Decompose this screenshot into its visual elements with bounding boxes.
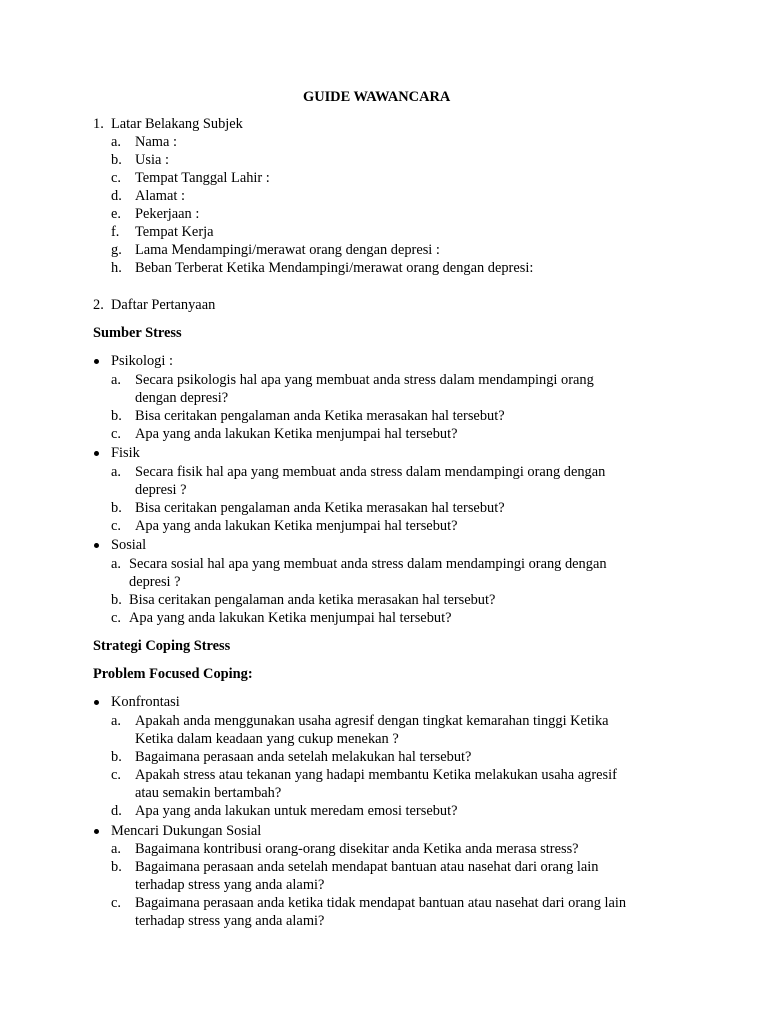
bullet-label: Psikologi : xyxy=(111,353,173,369)
list-item: Secara fisik hal apa yang membuat anda stress dalam mendampingi orang dengan xyxy=(135,464,606,480)
subheading-strategi: Strategi Coping Stress xyxy=(93,638,231,654)
list-item: Nama : xyxy=(135,134,177,150)
list-marker: b. xyxy=(111,152,122,168)
section-number: 2. xyxy=(93,297,104,313)
bullet-label: Mencari Dukungan Sosial xyxy=(111,823,262,839)
list-item: Apakah anda menggunakan usaha agresif dengan tingkat kemarahan tinggi Ketika xyxy=(135,713,609,729)
list-item: Apa yang anda lakukan Ketika menjumpai hal tersebut? xyxy=(135,426,458,442)
list-item: Alamat : xyxy=(135,188,185,204)
bullet-dot xyxy=(94,543,99,548)
list-item: Secara psikologis hal apa yang membuat anda stress dalam mendampingi orang xyxy=(135,372,594,388)
list-marker: a. xyxy=(111,372,121,388)
list-item: Secara sosial hal apa yang membuat anda stress dalam mendampingi orang dengan xyxy=(129,556,607,572)
list-marker: b. xyxy=(111,592,122,608)
subheading-sumber-stress: Sumber Stress xyxy=(93,325,182,341)
list-item: Bisa ceritakan pengalaman anda Ketika merasakan hal tersebut? xyxy=(135,500,505,516)
list-item: Bagaimana perasaan anda ketika tidak mendapat bantuan atau nasehat dari orang lain xyxy=(135,895,627,911)
list-item-continuation: depresi ? xyxy=(135,482,187,498)
list-marker: b. xyxy=(111,859,122,875)
list-item: Bagaimana perasaan anda setelah mendapat bantuan atau nasehat dari orang lain xyxy=(135,859,599,875)
list-marker: e. xyxy=(111,206,121,222)
list-marker: d. xyxy=(111,803,122,819)
list-item-continuation: dengan depresi? xyxy=(135,390,229,406)
list-marker: a. xyxy=(111,841,121,857)
list-item-continuation: Ketika dalam keadaan yang cukup menekan ? xyxy=(135,731,399,747)
list-item: Bisa ceritakan pengalaman anda Ketika merasakan hal tersebut? xyxy=(135,408,505,424)
list-marker: c. xyxy=(111,610,121,626)
list-marker: a. xyxy=(111,713,121,729)
list-marker: c. xyxy=(111,170,121,186)
list-marker: a. xyxy=(111,134,121,150)
bullet-dot xyxy=(94,359,99,364)
list-item: Tempat Kerja xyxy=(135,224,214,240)
list-marker: g. xyxy=(111,242,122,258)
list-item: Pekerjaan : xyxy=(135,206,200,222)
subheading-problem-focused: Problem Focused Coping: xyxy=(93,666,253,682)
list-item: Beban Terberat Ketika Mendampingi/merawat orang dengan depresi: xyxy=(135,260,534,276)
section-number: 1. xyxy=(93,116,104,132)
list-item: Lama Mendampingi/merawat orang dengan depresi : xyxy=(135,242,440,258)
list-marker: c. xyxy=(111,518,121,534)
bullet-dot xyxy=(94,451,99,456)
list-item-continuation: atau semakin bertambah? xyxy=(135,785,282,801)
list-marker: c. xyxy=(111,895,121,911)
bullet-dot xyxy=(94,829,99,834)
list-marker: b. xyxy=(111,408,122,424)
list-item: Apa yang anda lakukan Ketika menjumpai hal tersebut? xyxy=(135,518,458,534)
list-marker: b. xyxy=(111,749,122,765)
list-item: Bagaimana kontribusi orang-orang disekitar anda Ketika anda merasa stress? xyxy=(135,841,579,857)
list-marker: c. xyxy=(111,767,121,783)
list-marker: b. xyxy=(111,500,122,516)
section-heading: Latar Belakang Subjek xyxy=(111,116,243,132)
bullet-label: Konfrontasi xyxy=(111,694,180,710)
section-heading: Daftar Pertanyaan xyxy=(111,297,216,313)
list-item: Tempat Tanggal Lahir : xyxy=(135,170,270,186)
list-item: Bagaimana perasaan anda setelah melakukan hal tersebut? xyxy=(135,749,472,765)
list-marker: a. xyxy=(111,464,121,480)
list-item: Apa yang anda lakukan untuk meredam emosi tersebut? xyxy=(135,803,458,819)
list-item-continuation: terhadap stress yang anda alami? xyxy=(135,877,325,893)
bullet-label: Fisik xyxy=(111,445,140,461)
bullet-dot xyxy=(94,700,99,705)
list-item-continuation: terhadap stress yang anda alami? xyxy=(135,913,325,929)
list-marker: c. xyxy=(111,426,121,442)
list-item: Apa yang anda lakukan Ketika menjumpai hal tersebut? xyxy=(129,610,452,626)
list-marker: f. xyxy=(111,224,120,240)
document-title: GUIDE WAWANCARA xyxy=(303,89,451,105)
list-marker: d. xyxy=(111,188,122,204)
list-item: Apakah stress atau tekanan yang hadapi membantu Ketika melakukan usaha agresif xyxy=(135,767,617,783)
bullet-label: Sosial xyxy=(111,537,147,553)
list-item: Bisa ceritakan pengalaman anda ketika merasakan hal tersebut? xyxy=(129,592,496,608)
list-marker: a. xyxy=(111,556,121,572)
list-item-continuation: depresi ? xyxy=(129,574,181,590)
list-marker: h. xyxy=(111,260,122,276)
list-item: Usia : xyxy=(135,152,169,168)
